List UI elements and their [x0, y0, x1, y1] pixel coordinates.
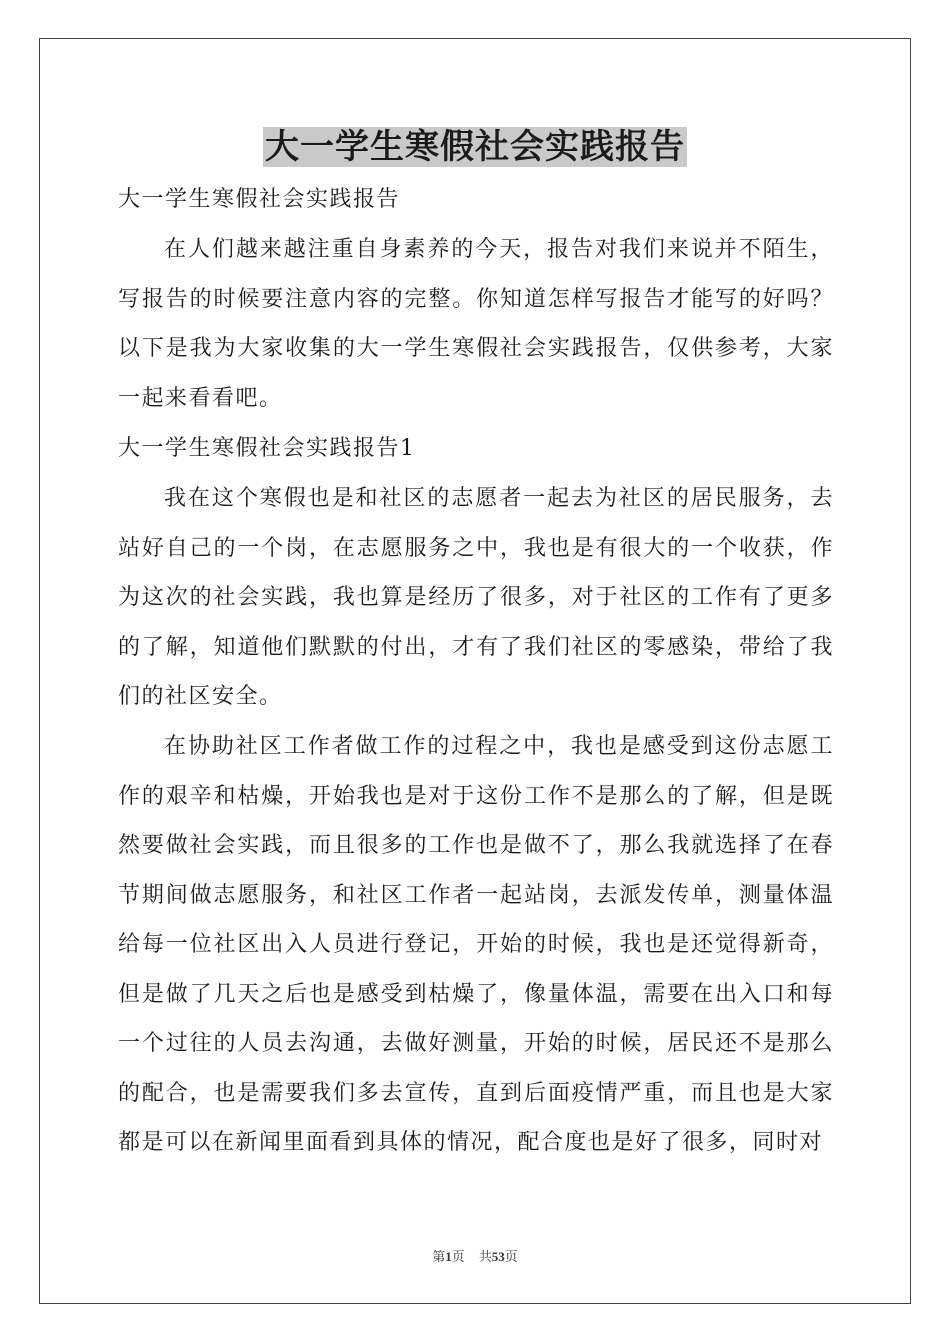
total-pages: 53: [491, 1249, 505, 1264]
page-label: 第: [432, 1249, 446, 1264]
total-label: 共: [478, 1249, 492, 1264]
total-unit: 页: [504, 1249, 518, 1264]
document-title-text: 大一学生寒假社会实践报告: [265, 127, 685, 167]
body-paragraph-1: 我在这个寒假也是和社区的志愿者一起去为社区的居民服务，去站好自己的一个岗，在志愿服务之中，我也是有很大的一个收获，作为这次的社会实践，我也算是经历了很多，对于社区的工作有了更多的了解，知道他们默默的付出，才有了我们社区的零感染，带给了我们的社区安全。: [118, 486, 834, 709]
document-title: [0, 124, 950, 170]
page-unit: 页: [451, 1249, 465, 1264]
intro-paragraph: 在人们越来越注重自身素养的今天，报告对我们来说并不陌生，写报告的时候要注意内容的完整。你知道怎样写报告才能写的好吗？以下是我为大家收集的大一学生寒假社会实践报告，仅供参考，大家一起来看看吧。: [118, 237, 834, 411]
section-heading: 大一学生寒假社会实践报告1: [118, 436, 416, 461]
document-subtitle: 大一学生寒假社会实践报告: [118, 187, 401, 212]
body-paragraph-2: 在协助社区工作者做工作的过程之中，我也是感受到这份志愿工作的艰辛和枯燥，开始我也是对于这份工作不是那么的了解，但是既然要做社会实践，而且很多的工作也是做不了，那么我就选择了在春节期间做志愿服务，和社区工作者一起站岗，去派发传单，测量体温给每一位社区出入人员进行登记，开始的时候，我也是还觉得新奇，但是做了几天之后也是感受到枯燥了，像量体温，需要在出入口和每一个过往的人员去沟通，去做好测量，开始的时候，居民还不是那么的配合，也是需要我们多去宣传，直到后面疫情严重，而且也是大家都是可以在新闻里面看到具体的情况，配合度也是好了很多，同时对: [118, 734, 834, 1155]
page-footer: [0, 1246, 950, 1265]
page-number: 1: [445, 1249, 452, 1264]
